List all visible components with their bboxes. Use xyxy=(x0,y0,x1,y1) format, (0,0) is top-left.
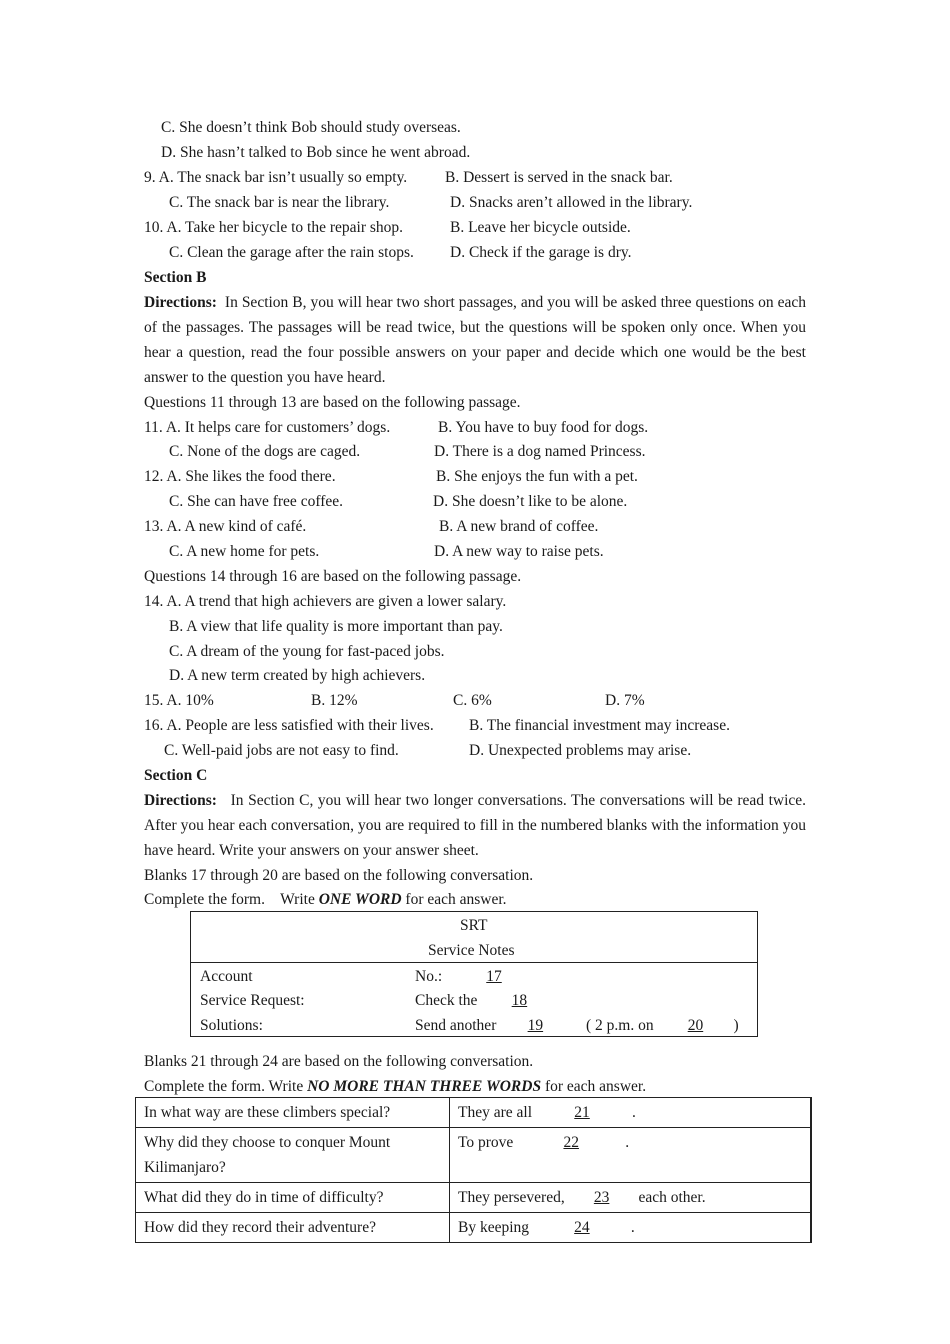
q13-option-c: C. A new home for pets. xyxy=(169,543,320,560)
form1-solutions-label: Solutions: xyxy=(200,1017,263,1034)
answer-prefix: To prove xyxy=(458,1134,518,1151)
blank-19: 19 xyxy=(527,1017,544,1034)
q14-option-d: D. A new term created by high achievers. xyxy=(169,667,426,684)
form1-solutions-value xyxy=(415,1016,739,1036)
q14-option-c: C. A dream of the young for fast-paced jobs. xyxy=(169,643,445,660)
table-row xyxy=(136,1213,812,1243)
section-b-directions-text: In Section B, you will hear two short passages, and you will be asked three questions on each of the passages. The passages will be read twice, but the questions will be spoken only once. When you hear a question, read the four possible answers on your paper and decide which one would be the best answer to the question you have heard. xyxy=(144,294,806,386)
section-c-directions-text: In Section C, you will hear two longer conversations. The conversations will be read twice. After you hear each conversation, you are required to fill in the numbered blanks with the information you have heard. Write your answers on your answer sheet. xyxy=(144,792,807,859)
section-b-directions xyxy=(144,290,806,390)
q15-option-d: D. 7% xyxy=(605,692,645,709)
q8-option-c: C. She doesn’t think Bob should study overseas. xyxy=(161,119,461,136)
answer-suffix: each other. xyxy=(634,1189,706,1206)
questions-11-13-intro: Questions 11 through 13 are based on the following passage. xyxy=(144,394,521,411)
q11-option-b: B. You have to buy food for dogs. xyxy=(438,419,649,436)
form2-instruction-pre: Complete the form. Write xyxy=(144,1078,308,1095)
section-b-heading: Section B xyxy=(144,269,207,286)
form1-title: SRT xyxy=(460,917,488,934)
answer-suffix: . xyxy=(625,1134,630,1151)
form1-account-label: Account xyxy=(200,968,253,985)
q14-option-b: B. A view that life quality is more important than pay. xyxy=(169,618,503,635)
q16-option-c: C. Well-paid jobs are not easy to find. xyxy=(164,742,399,759)
climbers-form-table xyxy=(135,1097,812,1243)
form1-subtitle: Service Notes xyxy=(428,942,515,959)
q16-option-a: 16. A. People are less satisfied with their lives. xyxy=(144,717,434,734)
form1-service-request-value xyxy=(415,991,561,1011)
q8-option-d: D. She hasn’t talked to Bob since he went abroad. xyxy=(161,144,471,161)
blank-17: 17 xyxy=(486,968,502,985)
q9-option-d: D. Snacks aren’t allowed in the library. xyxy=(450,194,693,211)
form2-instruction xyxy=(144,1077,646,1097)
table-answer xyxy=(450,1128,812,1183)
table-row xyxy=(136,1183,812,1213)
form1-solutions-suffix: ) xyxy=(733,1017,739,1034)
blank-20: 20 xyxy=(687,1017,704,1034)
q16-option-d: D. Unexpected problems may arise. xyxy=(469,742,692,759)
answer-prefix: By keeping xyxy=(458,1219,533,1236)
section-c-directions-label: Directions: xyxy=(144,792,217,809)
form1-account-value xyxy=(415,967,542,987)
answer-suffix: . xyxy=(632,1104,636,1121)
section-c-heading: Section C xyxy=(144,767,208,784)
section-b-directions-label: Directions: xyxy=(144,294,217,311)
questions-14-16-intro: Questions 14 through 16 are based on the following passage. xyxy=(144,568,522,585)
answer-suffix: . xyxy=(630,1219,635,1236)
q11-option-a: 11. A. It helps care for customers’ dogs. xyxy=(144,419,391,436)
table-question: How did they record their adventure? xyxy=(136,1213,450,1243)
q9-option-c: C. The snack bar is near the library. xyxy=(169,194,390,211)
form1-solutions-prefix: Send another xyxy=(415,1017,497,1034)
form1-instruction xyxy=(144,890,507,910)
q11-option-d: D. There is a dog named Princess. xyxy=(434,443,646,460)
answer-prefix: They are all xyxy=(458,1104,533,1121)
form1-instruction-post: for each answer. xyxy=(401,891,507,908)
q13-option-d: D. A new way to raise pets. xyxy=(434,543,604,560)
form1-service-request-label: Service Request: xyxy=(200,992,305,1009)
table-answer xyxy=(450,1098,812,1128)
blank-24: 24 xyxy=(574,1219,590,1236)
blanks-17-20-intro: Blanks 17 through 20 are based on the following conversation. xyxy=(144,867,534,884)
q9-option-b: B. Dessert is served in the snack bar. xyxy=(445,169,673,186)
q13-option-b: B. A new brand of coffee. xyxy=(439,518,599,535)
form2-instruction-post: for each answer. xyxy=(541,1078,647,1095)
blank-18: 18 xyxy=(511,992,528,1009)
form1-instruction-pre: Complete the form. Write xyxy=(144,891,319,908)
q9-option-a: 9. A. The snack bar isn’t usually so empty. xyxy=(144,169,408,186)
q13-option-a: 13. A. A new kind of café. xyxy=(144,518,307,535)
blank-21: 21 xyxy=(574,1104,590,1121)
q14-option-a: 14. A. A trend that high achievers are given a lower salary. xyxy=(144,593,507,610)
form1-instruction-emphasis: ONE WORD xyxy=(318,891,402,908)
q12-option-b: B. She enjoys the fun with a pet. xyxy=(436,468,638,485)
form1-service-request-prefix: Check the xyxy=(415,992,478,1009)
q12-option-d: D. She doesn’t like to be alone. xyxy=(433,493,628,510)
blank-23: 23 xyxy=(593,1189,610,1206)
table-question: In what way are these climbers special? xyxy=(136,1098,450,1128)
table-answer xyxy=(450,1213,812,1243)
q12-option-c: C. She can have free coffee. xyxy=(169,493,343,510)
answer-prefix: They persevered, xyxy=(458,1189,569,1206)
section-c-directions xyxy=(144,788,806,863)
q11-option-c: C. None of the dogs are caged. xyxy=(169,443,361,460)
form1-divider xyxy=(191,962,757,963)
form1-account-prefix: No.: xyxy=(415,968,446,985)
q10-option-c: C. Clean the garage after the rain stops. xyxy=(169,244,414,261)
table-row xyxy=(136,1098,812,1128)
blanks-21-24-intro: Blanks 21 through 24 are based on the following conversation. xyxy=(144,1053,534,1070)
q12-option-a: 12. A. She likes the food there. xyxy=(144,468,336,485)
q10-option-d: D. Check if the garage is dry. xyxy=(450,244,632,261)
table-question: What did they do in time of difficulty? xyxy=(136,1183,450,1213)
q15-option-b: B. 12% xyxy=(311,692,358,709)
q10-option-a: 10. A. Take her bicycle to the repair shop. xyxy=(144,219,404,236)
form2-instruction-emphasis: NO MORE THAN THREE WORDS xyxy=(307,1078,542,1095)
blank-22: 22 xyxy=(563,1134,579,1151)
q16-option-b: B. The financial investment may increase. xyxy=(469,717,730,734)
q10-option-b: B. Leave her bicycle outside. xyxy=(450,219,631,236)
table-question: Why did they choose to conquer Mount Kilimanjaro? xyxy=(136,1128,450,1183)
table-answer xyxy=(450,1183,812,1213)
form1-solutions-middle: ( 2 p.m. on xyxy=(585,1017,658,1034)
q15-option-c: C. 6% xyxy=(453,692,492,709)
q15-option-a: 15. A. 10% xyxy=(144,692,214,709)
table-row xyxy=(136,1128,812,1183)
